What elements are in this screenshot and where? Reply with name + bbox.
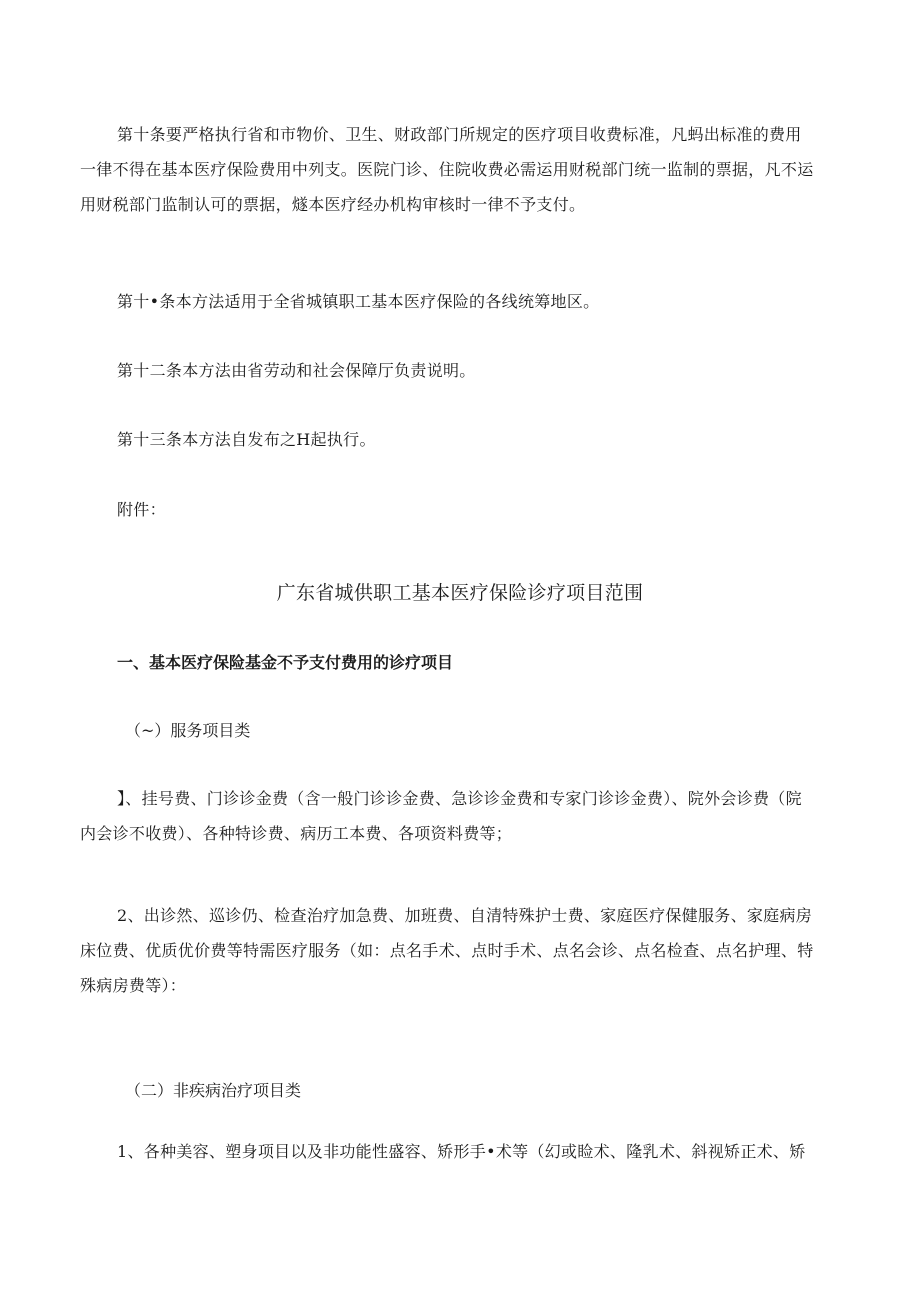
- section-1-heading: 一、基本医疗保险基金不予支付费用的诊疗项目: [117, 653, 454, 672]
- article-10-line-1: 第十条要严格执行省和市物价、卫生、财政部门所规定的医疗项目收费标准，凡蚂出标准的费用: [117, 125, 802, 144]
- item-2-line-1: 2、出诊然、巡诊仍、检查治疗加急费、加班费、自清特殊护士费、家庭医疗保健服务、家庭病房: [117, 906, 813, 925]
- item-2-paragraph: [80, 898, 840, 1003]
- article-11-paragraph: [80, 284, 840, 319]
- article-10-line-3: 用财税部门监制认可的票据，燧本医疗经办机构审核时一律不予支付。: [80, 195, 586, 214]
- sub2-item-1-paragraph: [80, 1134, 840, 1169]
- article-10-line-2: 一律不得在基本医疗保险费用中列支。医院门诊、住院收费必需运用财税部门统一监制的票据，凡不运: [80, 160, 814, 179]
- item-1-line-1: 】、挂号费、门诊诊金费（含一般门诊诊金费、急诊诊金费和专家门诊诊金费）、院外会诊费（院: [117, 789, 802, 808]
- article-11-text: 第十•条本方法适用于全省城镇职工基本医疗保险的各线统筹地区。: [117, 292, 600, 311]
- sub2-item-1-line-1: 1、各种美容、塑身项目以及非功能性盛容、矫形手•术等（幻或睑术、隆乳术、斜视矫正术、矫: [117, 1142, 806, 1161]
- article-13-text: 第十三条本方法自发布之H起执行。: [117, 430, 376, 449]
- item-1-paragraph: [80, 781, 840, 851]
- article-12-text: 第十二条本方法由省劳动和社会保障厅负责说明。: [117, 361, 476, 380]
- attachment-text: 附件：: [117, 500, 166, 519]
- item-2-line-3: 殊病房费等）：: [80, 976, 187, 995]
- subsection-1-heading: （~）服务项目类: [125, 721, 251, 740]
- document-title: 广东省城供职工基本医疗保险诊疗项目范围: [276, 582, 644, 604]
- item-1-line-2: 内会诊不收费）、各种特诊费、病历工本费、各项资料费等；: [80, 824, 513, 843]
- article-12-paragraph: [80, 353, 840, 388]
- article-13-paragraph: [80, 422, 840, 457]
- subsection-2-heading: （二）非疾病治疗项目类: [125, 1081, 302, 1100]
- attachment-label: [80, 492, 840, 527]
- item-2-line-2: 床位费、优质优价费等特需医疗服务（如：点名手术、点时手术、点名会诊、点名检查、点名护理、特: [80, 941, 814, 960]
- article-10-paragraph: [80, 117, 840, 222]
